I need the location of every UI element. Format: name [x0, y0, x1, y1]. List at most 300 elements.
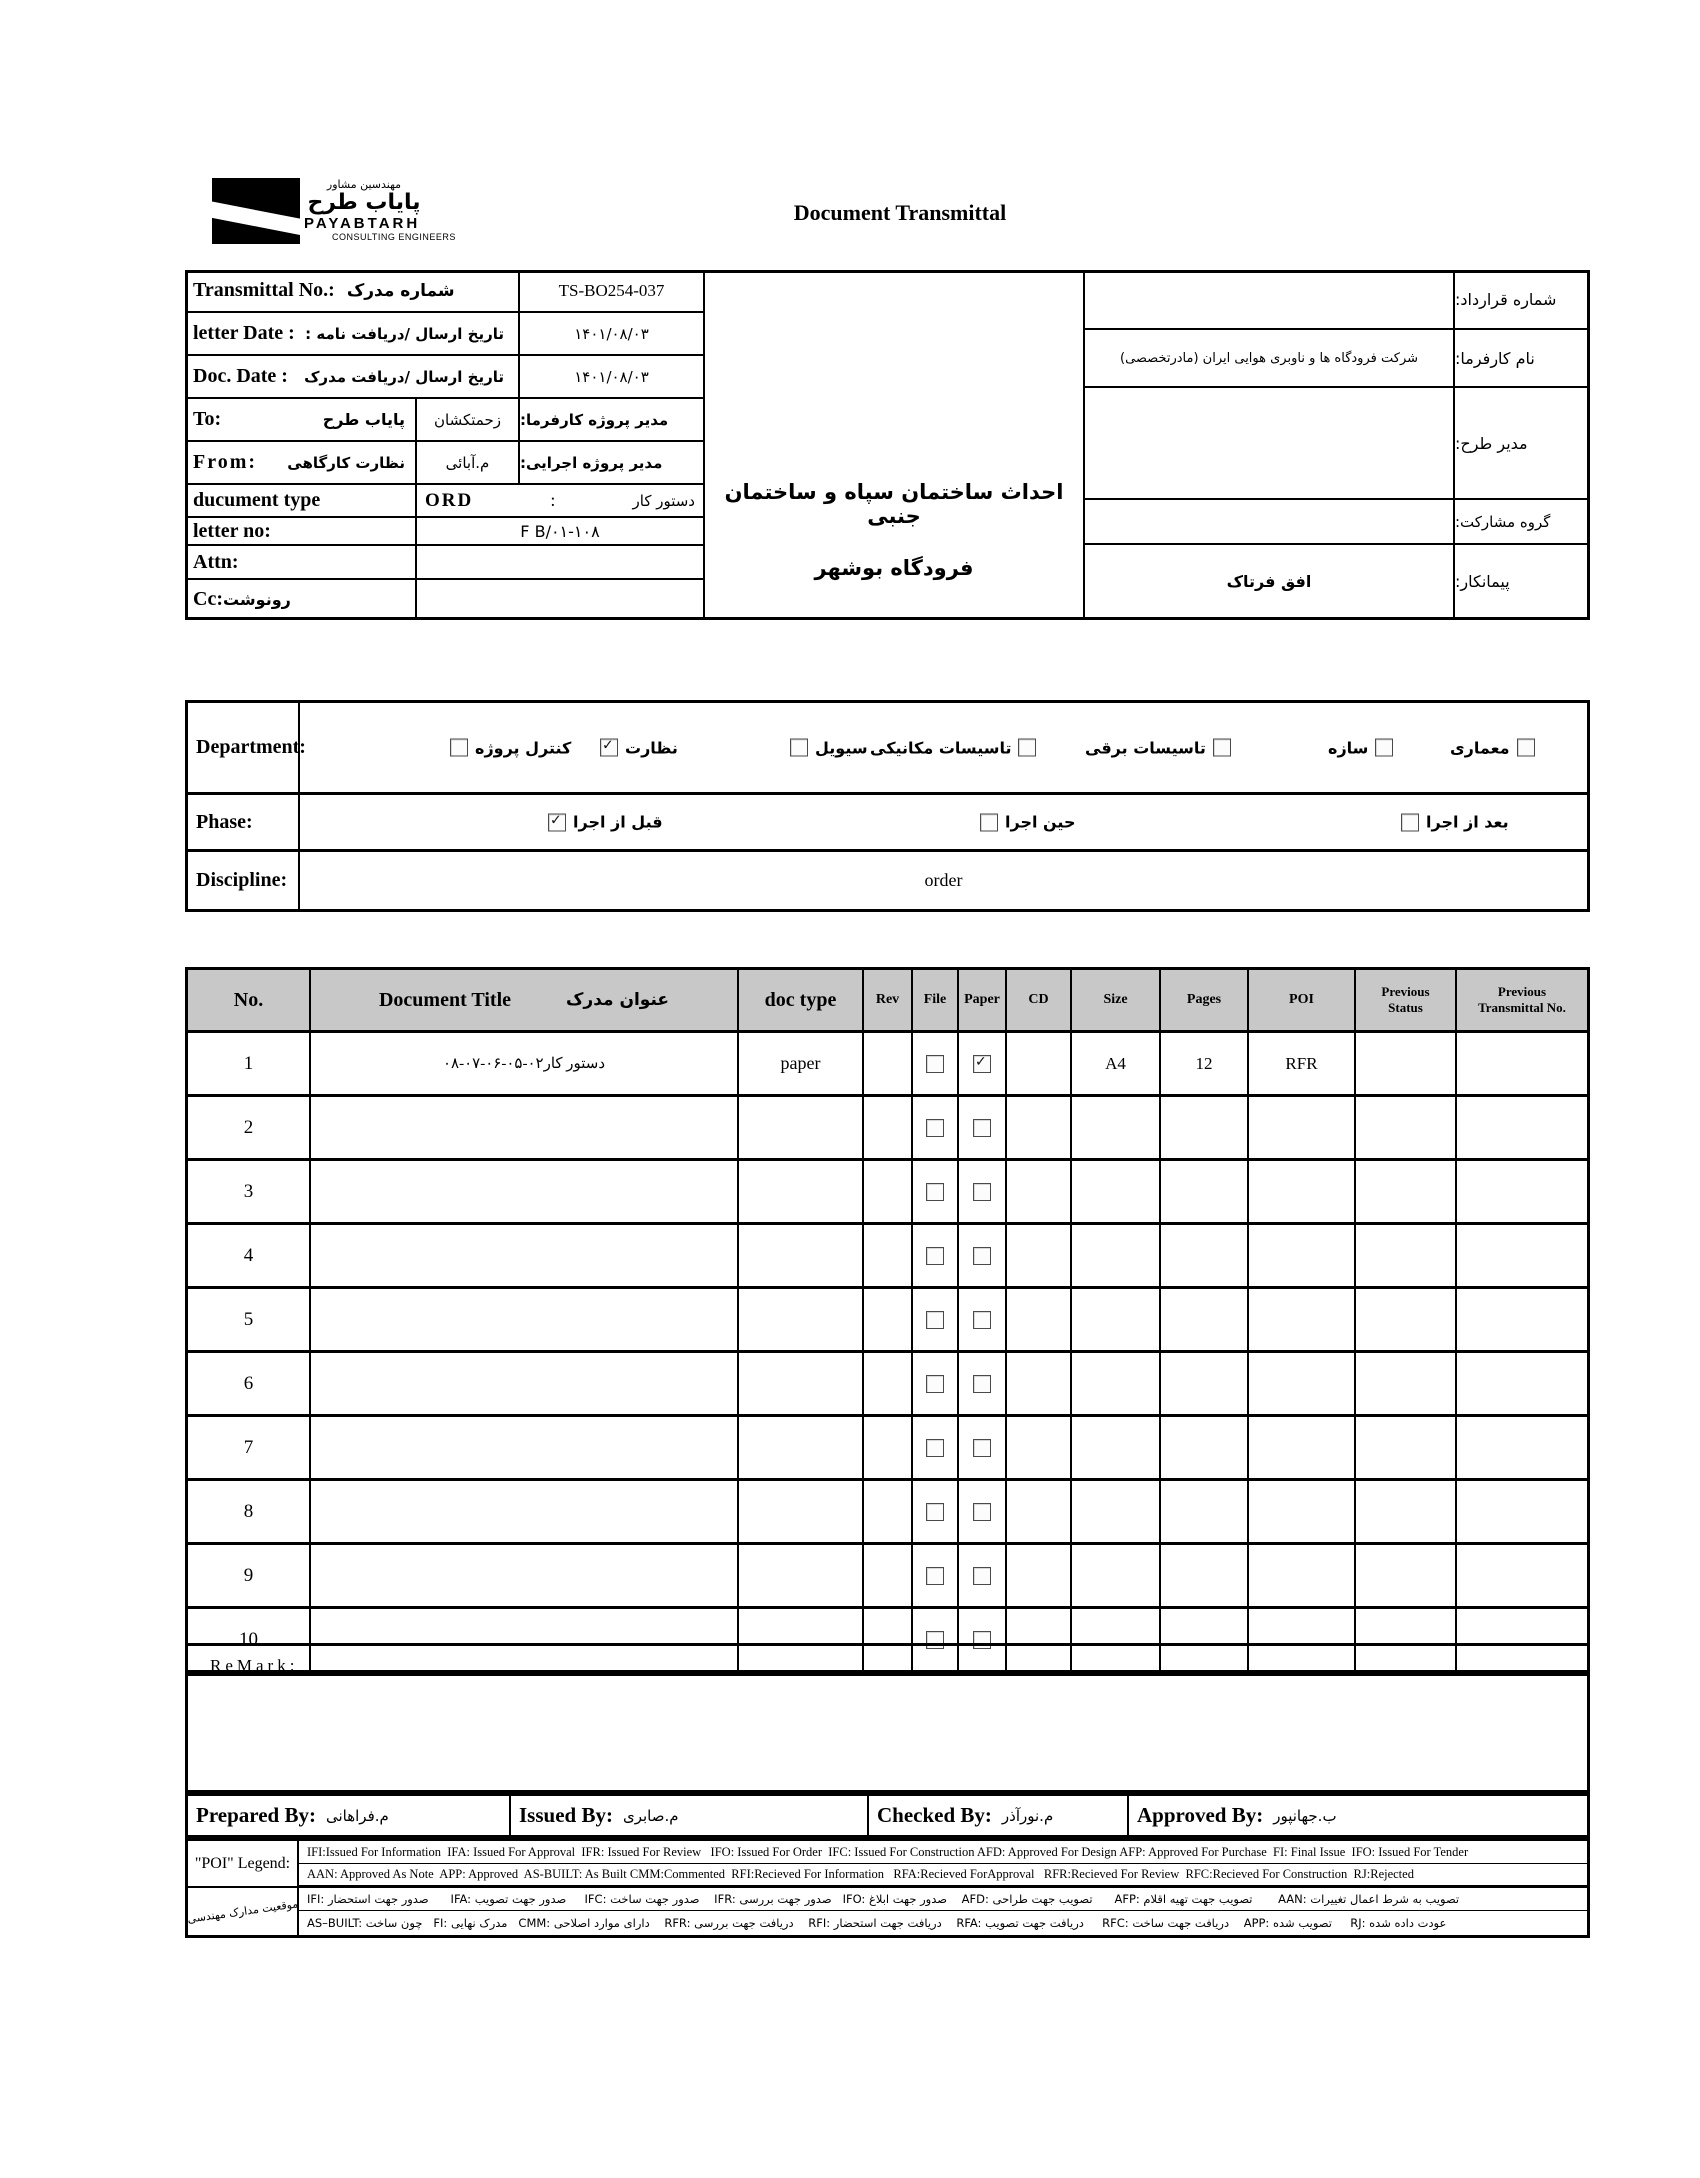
col-header-rev-text: Rev: [875, 992, 900, 1007]
client-label: نام کارفرما:: [1455, 348, 1535, 368]
logo-en-name: PAYABTARH: [304, 215, 421, 233]
col-header-size-text: Size: [1103, 992, 1128, 1007]
department-item-label: نظارت: [625, 738, 678, 757]
issued-by-name: م.صابری: [622, 1806, 679, 1825]
design-manager-label-cell: [1455, 388, 1590, 500]
col-header-pages-text: Pages: [1186, 992, 1222, 1007]
row-size-text: A4: [1105, 1053, 1126, 1073]
department-item-control-project: [450, 738, 571, 757]
row-no: [188, 1225, 311, 1286]
row-poi: [1249, 1545, 1356, 1606]
row-doctype: [739, 1033, 864, 1094]
row-rev: [864, 1481, 913, 1542]
department-item-label: کنترل پروژه: [475, 738, 572, 757]
table-row: [188, 1225, 1587, 1289]
project-title: [705, 480, 1083, 580]
attn-label-cell: [185, 546, 417, 580]
logo-fa-name: پایاب طرح: [307, 190, 421, 215]
checkbox-paper[interactable]: [973, 1439, 991, 1457]
from-role-cell: [520, 442, 705, 485]
legend-line-1-text: IFI:Issued For Information IFA: Issued For Approval IFR: Issued For Review IFO: Issued For Order IFC: Issued For Construction AFD: Approved For Design AFP: Approved For Purchase FI: Final Issue IFO: Issued For Tender: [307, 1844, 1469, 1859]
client-value-cell: [1085, 330, 1455, 388]
row-title: [311, 1417, 739, 1478]
poi-legend: [185, 1838, 1590, 1938]
document-table: [185, 967, 1590, 1676]
partnership-value-cell: [1085, 500, 1455, 545]
legend-lines: [299, 1841, 1587, 1935]
doc-date-label-en: Doc. Date :: [193, 365, 288, 387]
row-title: [311, 1481, 739, 1542]
table-row: [188, 1353, 1587, 1417]
row-paper: [959, 1225, 1007, 1286]
phase-item-during-execution: [980, 813, 1075, 832]
row-poi: [1249, 1353, 1356, 1414]
row-no-text: 5: [243, 1308, 254, 1330]
row-no: [188, 1289, 311, 1350]
col-header-file: [913, 970, 959, 1030]
row-poi: [1249, 1417, 1356, 1478]
legend-line-3-text: IFI: صدور جهت استحضار IFA: صدور جهت تصویب IFC: صدور جهت ساخت IFR: صدور جهت بررسی IFO: صدور جهت ابلاغ AFD: تصویب جهت طراحی AFP: تصویب جهت تهیه اقلام AAN: تصویب به شرط اعمال تغییرات: [307, 1892, 1460, 1906]
department-label-text: Department:: [196, 736, 306, 758]
col-header-title: [311, 970, 739, 1030]
table-row: [188, 1417, 1587, 1481]
table-row: [188, 1289, 1587, 1353]
row-paper: [959, 1481, 1007, 1542]
row-poi: [1249, 1289, 1356, 1350]
phase-item-label: بعد از اجرا: [1426, 812, 1509, 832]
letter-date-value-text: ۱۴۰۱/۰۸/۰۳: [574, 324, 649, 343]
col-header-paper: [959, 970, 1007, 1030]
row-file: [913, 1225, 959, 1286]
department-item-civil: [790, 738, 868, 757]
row-cd: [1007, 1289, 1072, 1350]
document-table-rows: [188, 1033, 1587, 1673]
col-header-no: [188, 970, 311, 1030]
transmittal-no-label-fa: شماره مدرک: [346, 280, 455, 301]
row-file: [913, 1097, 959, 1158]
row-prev-status: [1356, 1225, 1457, 1286]
table-row: [188, 1033, 1587, 1097]
from-role-text: مدیر پروژه اجرایی:: [520, 453, 663, 472]
row-paper: [959, 1097, 1007, 1158]
discipline-label: [188, 852, 300, 909]
phase-item-label: حین اجرا: [1005, 812, 1076, 832]
issued-by-label: Issued By:: [519, 1803, 613, 1827]
from-value-fa: نظارت کارگاهی: [287, 453, 405, 472]
doc-date-cell: [185, 356, 520, 399]
to-person-cell: [417, 399, 520, 442]
checkbox-paper[interactable]: [973, 1055, 991, 1073]
row-paper: [959, 1289, 1007, 1350]
transmittal-no-value-text: TS-BO254-037: [558, 280, 665, 300]
row-title: [311, 1289, 739, 1350]
row-no: [188, 1545, 311, 1606]
checkbox-paper[interactable]: [973, 1311, 991, 1329]
col-header-pages: [1161, 970, 1249, 1030]
department-item-supervision: [600, 738, 678, 757]
row-no-text: 8: [243, 1500, 254, 1522]
checkbox-during-execution[interactable]: [980, 813, 998, 831]
row-cd: [1007, 1353, 1072, 1414]
row-pages: [1161, 1353, 1249, 1414]
contractor-label-cell: [1455, 545, 1590, 620]
project-title-box: [705, 270, 1085, 620]
letter-date-cell: [185, 313, 520, 356]
col-header-paper-text: Paper: [964, 992, 1000, 1007]
department-item-label: سازه: [1328, 738, 1369, 757]
to-cell: [185, 399, 417, 442]
contractor-value-cell: [1085, 545, 1455, 620]
row-prev-status: [1356, 1353, 1457, 1414]
letter-date-label-fa: تاریخ ارسال /دریافت نامه :: [305, 324, 504, 343]
row-prev-status: [1356, 1545, 1457, 1606]
row-no-text: 10: [239, 1628, 258, 1650]
department-item-architecture: [1450, 738, 1535, 757]
checkbox-electrical[interactable]: [1213, 739, 1231, 757]
col-header-prev-status: [1356, 970, 1457, 1030]
checked-by-label: Checked By:: [877, 1803, 992, 1827]
col-header-poi: [1249, 970, 1356, 1030]
to-person-text: زحمتکشان: [434, 410, 501, 429]
department-item-structure: [1328, 738, 1393, 757]
row-no-text: 3: [243, 1180, 254, 1202]
checkbox-file[interactable]: [926, 1247, 944, 1265]
col-header-file-text: File: [923, 992, 947, 1007]
row-size: [1072, 1289, 1161, 1350]
col-header-size: [1072, 970, 1161, 1030]
prepared-by-label: Prepared By:: [196, 1803, 316, 1827]
discipline-value: [300, 852, 1587, 909]
phase-label: [188, 795, 300, 849]
phase-item-after-execution: [1401, 813, 1509, 832]
table-row: [188, 1481, 1587, 1545]
col-header-prev-transmittal: [1457, 970, 1587, 1030]
row-no: [188, 1481, 311, 1542]
discipline-label-text: Discipline:: [196, 869, 288, 891]
row-size: [1072, 1481, 1161, 1542]
to-value-fa: پایاب طرح: [322, 410, 405, 429]
prepared-by-cell: [188, 1796, 511, 1835]
col-header-prev-status-text: Previous Status: [1381, 984, 1430, 1015]
checkbox-control-project[interactable]: [450, 739, 468, 757]
document-type-colon: :: [550, 490, 556, 510]
row-title: [311, 1225, 739, 1286]
col-header-title-en: Document Title: [378, 988, 511, 1011]
design-manager-label: مدیر طرح:: [1455, 433, 1528, 453]
issued-by-cell: [511, 1796, 869, 1835]
checkbox-mechanical[interactable]: [1018, 739, 1036, 757]
row-prev-status: [1356, 1033, 1457, 1094]
row-no-text: 1: [243, 1052, 254, 1074]
poi-legend-title-text: "POI" Legend:: [194, 1854, 291, 1872]
letter-date-label-en: letter Date :: [193, 322, 295, 344]
legend-side-label: [188, 1888, 297, 1935]
contract-no-label-cell: [1455, 270, 1590, 330]
row-file: [913, 1353, 959, 1414]
row-poi: [1249, 1161, 1356, 1222]
row-title: [311, 1545, 739, 1606]
checkbox-paper[interactable]: [973, 1119, 991, 1137]
row-no-text: 7: [243, 1436, 254, 1458]
document-type-label-cell: [185, 485, 417, 518]
remark-label: ReMark:: [210, 1656, 299, 1675]
row-file: [913, 1289, 959, 1350]
document-type-fa: دستور کار: [632, 491, 695, 510]
row-cd: [1007, 1417, 1072, 1478]
checkbox-paper[interactable]: [973, 1503, 991, 1521]
row-poi: [1249, 1481, 1356, 1542]
row-poi: [1249, 1033, 1356, 1094]
letter-no-value-cell: [417, 518, 705, 546]
row-prev-status: [1356, 1161, 1457, 1222]
row-paper: [959, 1161, 1007, 1222]
row-file: [913, 1481, 959, 1542]
table-row: [188, 1545, 1587, 1609]
design-manager-value-cell: [1085, 388, 1455, 500]
partnership-label-cell: [1455, 500, 1590, 545]
row-pages: [1161, 1225, 1249, 1286]
letter-no-label-cell: [185, 518, 417, 546]
transmittal-no-value: [520, 270, 705, 313]
document-type-code: ORD: [425, 489, 474, 511]
checkbox-paper[interactable]: [973, 1375, 991, 1393]
remark-box: [185, 1643, 1590, 1793]
page-title: Document Transmittal: [793, 200, 1007, 225]
checkbox-paper[interactable]: [973, 1247, 991, 1265]
row-no-text: 6: [243, 1372, 254, 1394]
contractor-value: افق فرتاک: [1226, 572, 1312, 591]
row-cd: [1007, 1161, 1072, 1222]
phase-item-label: قبل از اجرا: [573, 812, 663, 832]
contract-no-value-cell: [1085, 270, 1455, 330]
row-file: [913, 1033, 959, 1094]
row-doctype-text: paper: [780, 1053, 821, 1073]
document-type-label: ducument type: [193, 489, 321, 511]
from-person-cell: [417, 442, 520, 485]
legend-line-4: [299, 1911, 1587, 1935]
row-cd: [1007, 1545, 1072, 1606]
row-rev: [864, 1033, 913, 1094]
row-prev-status: [1356, 1289, 1457, 1350]
checkbox-before-execution[interactable]: [548, 813, 566, 831]
row-pages: [1161, 1033, 1249, 1094]
logo-text-block: [304, 178, 494, 242]
checkbox-file[interactable]: [926, 1567, 944, 1585]
checkbox-civil[interactable]: [790, 739, 808, 757]
row-prev-transmittal: [1457, 1225, 1587, 1286]
checkbox-file[interactable]: [926, 1311, 944, 1329]
signature-row: [185, 1793, 1590, 1838]
client-label-cell: [1455, 330, 1590, 388]
row-rev: [864, 1545, 913, 1606]
row-pages: [1161, 1097, 1249, 1158]
attn-label: Attn:: [193, 550, 239, 573]
row-prev-transmittal: [1457, 1545, 1587, 1606]
department-item-label: سیویل: [815, 738, 868, 757]
col-header-cd-text: CD: [1028, 992, 1049, 1007]
from-cell: [185, 442, 417, 485]
to-role-text: مدیر پروژه کارفرما:: [520, 410, 669, 429]
approved-by-name: ب.جهانپور: [1273, 1806, 1337, 1825]
row-doctype: [739, 1097, 864, 1158]
row-doctype: [739, 1353, 864, 1414]
checkbox-paper[interactable]: [973, 1567, 991, 1585]
transmittal-no-cell: [185, 270, 520, 313]
row-paper: [959, 1033, 1007, 1094]
checkbox-file[interactable]: [926, 1439, 944, 1457]
contractor-label: پیمانکار:: [1455, 572, 1510, 591]
col-header-title-fa: عنوان مدرک: [566, 990, 670, 1010]
row-rev: [864, 1353, 913, 1414]
row-rev: [864, 1225, 913, 1286]
discipline-value-text: order: [924, 870, 963, 890]
row-paper: [959, 1417, 1007, 1478]
row-prev-transmittal: [1457, 1289, 1587, 1350]
row-title-text: دستور کار۰۲-۰۵-۰۶-۰۷-۰۸: [442, 1056, 606, 1072]
legend-line-2: [299, 1864, 1587, 1888]
col-header-doctype-text: doc type: [764, 988, 837, 1011]
col-header-doctype: [739, 970, 864, 1030]
col-header-poi-text: POI: [1289, 992, 1314, 1007]
row-prev-status: [1356, 1097, 1457, 1158]
row-prev-transmittal: [1457, 1481, 1587, 1542]
checkbox-after-execution[interactable]: [1401, 813, 1419, 831]
document-table-header: [188, 970, 1587, 1033]
checkbox-file[interactable]: [926, 1503, 944, 1521]
checkbox-file[interactable]: [926, 1375, 944, 1393]
row-poi: [1249, 1097, 1356, 1158]
row-no-text: 9: [243, 1564, 254, 1586]
checkbox-structure[interactable]: [1375, 739, 1393, 757]
poi-legend-title: [188, 1841, 297, 1888]
checkbox-file[interactable]: [926, 1183, 944, 1201]
from-label: From:: [193, 451, 258, 473]
row-no: [188, 1097, 311, 1158]
row-prev-transmittal: [1457, 1033, 1587, 1094]
attn-value-cell: [417, 546, 705, 580]
to-label: To:: [193, 408, 222, 430]
row-rev: [864, 1161, 913, 1222]
col-header-no-text: No.: [233, 988, 264, 1011]
row-pages: [1161, 1289, 1249, 1350]
row-rev: [864, 1097, 913, 1158]
checkbox-file[interactable]: [926, 1055, 944, 1073]
row-pages: [1161, 1481, 1249, 1542]
legend-side-label-text: موقعیت مدارک مهندسی: [186, 1897, 299, 1926]
cc-value-cell: [417, 580, 705, 620]
from-person-text: م.آبائی: [445, 453, 490, 472]
row-no: [188, 1417, 311, 1478]
discipline-row: [188, 852, 1587, 909]
row-paper: [959, 1353, 1007, 1414]
row-pages: [1161, 1417, 1249, 1478]
phase-label-text: Phase:: [196, 810, 253, 833]
row-cd: [1007, 1225, 1072, 1286]
row-doctype: [739, 1481, 864, 1542]
phase-row: [188, 795, 1587, 852]
project-title-line2: فرودگاه بوشهر: [814, 556, 974, 580]
col-header-rev: [864, 970, 913, 1030]
row-doctype: [739, 1161, 864, 1222]
row-poi-text: RFR: [1285, 1053, 1318, 1073]
department-label: [188, 703, 306, 792]
cc-label-cell: [185, 580, 417, 620]
checkbox-file[interactable]: [926, 1119, 944, 1137]
prepared-by-name: م.فراهانی: [325, 1806, 389, 1825]
row-prev-transmittal: [1457, 1417, 1587, 1478]
doc-date-label-fa: تاریخ ارسال /دریافت مدرک: [304, 367, 504, 386]
checkbox-architecture[interactable]: [1517, 739, 1535, 757]
row-file: [913, 1545, 959, 1606]
table-row: [188, 1161, 1587, 1225]
client-value: شرکت فرودگاه ها و ناوبری هوایی ایران (مادرتخصصی): [1120, 350, 1419, 366]
company-logo: [212, 178, 300, 244]
phase-item-before-execution: [548, 813, 663, 832]
letter-no-value: F B/۰۱-۱۰۸: [520, 521, 600, 541]
letter-no-label: letter no:: [193, 519, 271, 542]
approved-by-cell: [1129, 1796, 1587, 1835]
department-row: [188, 703, 1587, 795]
logo-fa-small: مهندسین مشاور: [326, 178, 402, 191]
cc-label-fa: رونوشت: [222, 589, 291, 609]
row-file: [913, 1417, 959, 1478]
row-no-text: 4: [243, 1244, 254, 1266]
row-rev: [864, 1289, 913, 1350]
col-header-prev-transmittal-text: Previous Transmittal No.: [1478, 984, 1566, 1015]
legend-line-1: [299, 1841, 1587, 1864]
row-title: [311, 1161, 739, 1222]
row-cd: [1007, 1481, 1072, 1542]
row-prev-transmittal: [1457, 1097, 1587, 1158]
row-size: [1072, 1161, 1161, 1222]
row-doctype: [739, 1545, 864, 1606]
cc-label-en: Cc:: [193, 587, 223, 610]
row-size: [1072, 1545, 1161, 1606]
row-size: [1072, 1097, 1161, 1158]
row-no: [188, 1033, 311, 1094]
checkbox-paper[interactable]: [973, 1183, 991, 1201]
row-cd: [1007, 1033, 1072, 1094]
legend-line-4-text: AS–BUILT: چون ساخت FI: مدرک نهایی CMM: دارای موارد اصلاحی RFR: دریافت جهت بررسی RFI: دریافت جهت استحضار RFA: دریافت جهت تصویب RFC: دریافت جهت ساخت APP: تصویب شده RJ: عودت داده شده: [307, 1916, 1447, 1930]
row-no: [188, 1161, 311, 1222]
checkbox-supervision[interactable]: [600, 739, 618, 757]
department-item-label: تاسیسات برقی: [1085, 738, 1206, 757]
row-paper: [959, 1545, 1007, 1606]
row-size: [1072, 1225, 1161, 1286]
legend-line-3: [299, 1888, 1587, 1911]
legend-left-column: [188, 1841, 299, 1935]
department-item-mechanical: [870, 738, 1036, 757]
document-type-value-cell: [417, 485, 705, 518]
header-table: [185, 270, 1590, 620]
row-size: [1072, 1417, 1161, 1478]
row-prev-status: [1356, 1481, 1457, 1542]
row-title: [311, 1033, 739, 1094]
row-no: [188, 1353, 311, 1414]
col-header-cd: [1007, 970, 1072, 1030]
row-rev: [864, 1417, 913, 1478]
contract-no-label: شماره قرارداد:: [1455, 289, 1557, 309]
department-item-electrical: [1085, 738, 1231, 757]
row-file: [913, 1161, 959, 1222]
department-item-label: تاسیسات مکانیکی: [870, 738, 1012, 757]
checked-by-cell: [869, 1796, 1129, 1835]
row-pages: [1161, 1545, 1249, 1606]
row-prev-transmittal: [1457, 1161, 1587, 1222]
table-row: [188, 1097, 1587, 1161]
department-item-label: معماری: [1450, 738, 1510, 757]
row-size: [1072, 1033, 1161, 1094]
